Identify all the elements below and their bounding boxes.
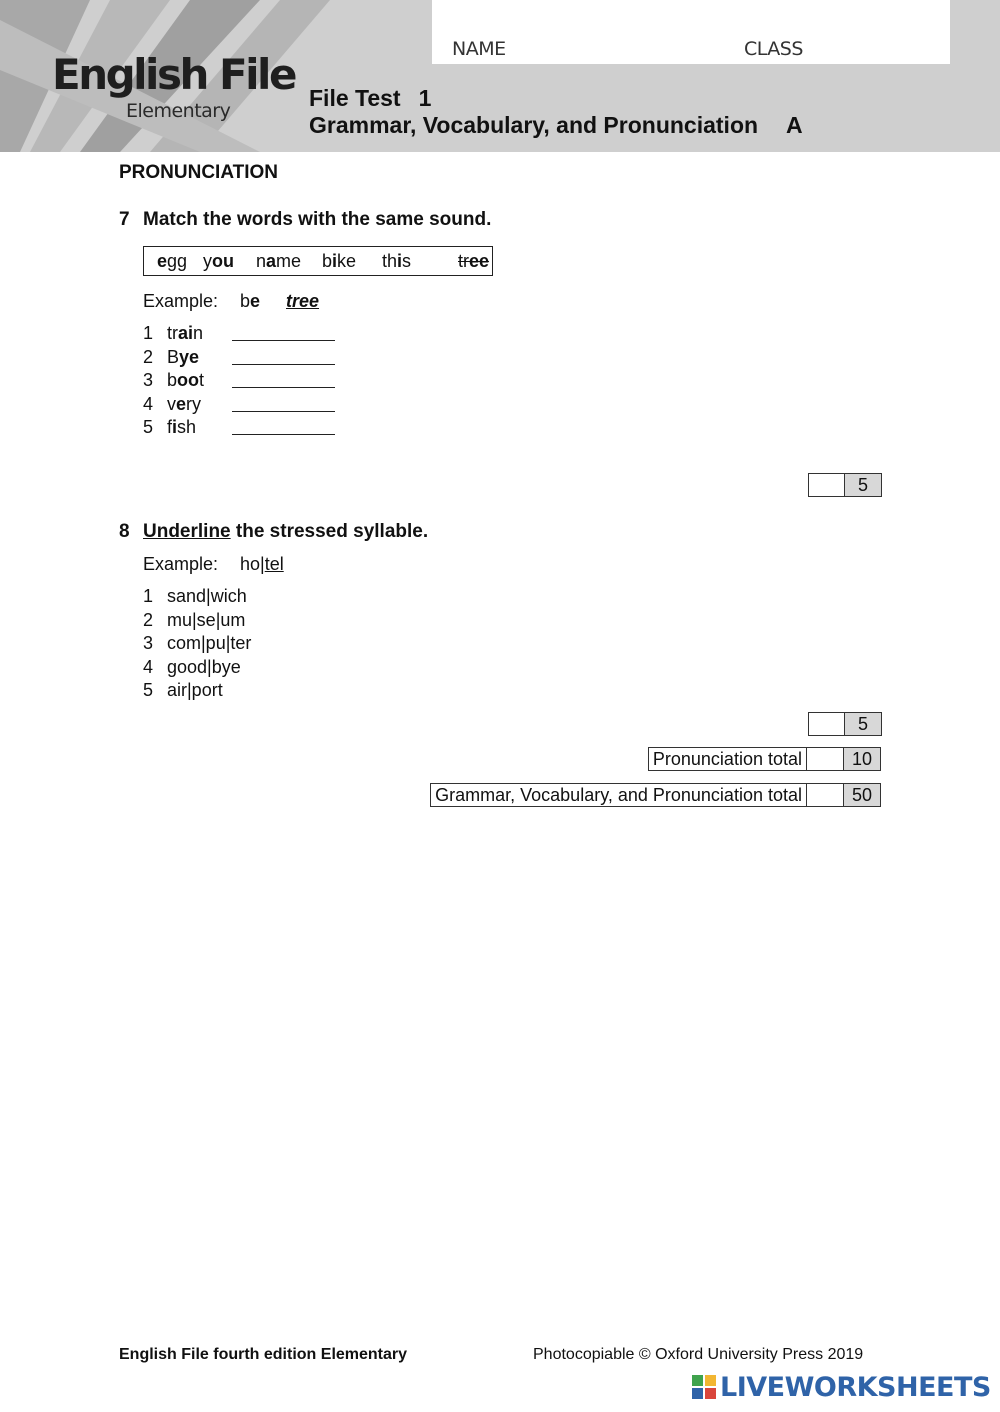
pronunciation-total-box bbox=[648, 747, 881, 771]
name-label: NAME bbox=[452, 38, 506, 60]
word-bank-bike: bike bbox=[322, 251, 357, 271]
q7-items bbox=[143, 322, 204, 440]
liveworksheets-icon bbox=[692, 1375, 716, 1399]
score-max: 50 bbox=[844, 783, 881, 807]
test-number: 1 bbox=[418, 85, 432, 111]
footer-copyright: Photocopiable © Oxford University Press 2019 bbox=[533, 1346, 864, 1363]
test-title: File Test 1 bbox=[309, 85, 432, 111]
word-bank-this: this bbox=[382, 251, 412, 271]
q8-items bbox=[143, 585, 251, 703]
brand-logo-title: English File bbox=[52, 50, 295, 99]
word-bank-you: you bbox=[203, 251, 234, 271]
liveworksheets-logo bbox=[692, 1372, 991, 1402]
list-item[interactable]: 2 mu|se|um bbox=[143, 609, 246, 630]
list-item[interactable]: 3 com|pu|ter bbox=[143, 633, 252, 653]
word-bank-egg: egg bbox=[157, 251, 188, 271]
score-input[interactable] bbox=[808, 712, 845, 736]
list-item: 4 very bbox=[143, 393, 204, 417]
brand-logo-subtitle: Elementary bbox=[126, 100, 231, 122]
question-8-title: 8 Underline the stressed syllable. bbox=[119, 521, 429, 542]
q8-example-stressed: tel bbox=[264, 554, 284, 574]
answer-blank[interactable] bbox=[232, 411, 335, 412]
liveworksheets-wordmark: LIVEWORKSHEETS bbox=[720, 1371, 991, 1403]
question-7-title: 7 Match the words with the same sound. bbox=[119, 209, 492, 230]
overall-total-box bbox=[430, 783, 881, 807]
word-bank bbox=[143, 246, 493, 276]
list-item: 1 train bbox=[143, 322, 204, 346]
list-item: 3 boot bbox=[143, 369, 204, 393]
score-max: 10 bbox=[844, 747, 881, 771]
answer-blank[interactable] bbox=[232, 364, 335, 365]
answer-blank[interactable] bbox=[232, 434, 335, 435]
section-heading: PRONUNCIATION bbox=[119, 162, 279, 183]
q7-example: Example: be tree bbox=[143, 291, 320, 311]
score-max: 5 bbox=[845, 473, 882, 497]
answer-blank[interactable] bbox=[232, 340, 335, 341]
name-class-box bbox=[432, 0, 950, 64]
list-item: 2 Bye bbox=[143, 346, 204, 370]
score-max: 5 bbox=[845, 712, 882, 736]
list-item: 5 fish bbox=[143, 416, 204, 440]
list-item[interactable]: 5 air|port bbox=[143, 680, 223, 700]
answer-blank[interactable] bbox=[232, 387, 335, 388]
list-item[interactable]: 1 sand|wich bbox=[143, 586, 247, 606]
header-band bbox=[0, 0, 1000, 152]
score-input[interactable] bbox=[807, 747, 844, 771]
overall-total-label: Grammar, Vocabulary, and Pronunciation total bbox=[430, 783, 807, 807]
word-bank-tree: tree bbox=[458, 251, 490, 271]
q7-score-box bbox=[808, 473, 882, 497]
q8-example: Example: ho|tel bbox=[143, 554, 284, 574]
test-subtitle: Grammar, Vocabulary, and Pronunciation A bbox=[309, 112, 803, 138]
q7-example-answer: tree bbox=[286, 291, 320, 311]
test-version: A bbox=[786, 112, 803, 138]
score-input[interactable] bbox=[807, 783, 844, 807]
list-item[interactable]: 4 good|bye bbox=[143, 656, 241, 677]
footer-edition: English File fourth edition Elementary bbox=[119, 1346, 408, 1363]
pronunciation-total-label: Pronunciation total bbox=[648, 747, 807, 771]
class-label: CLASS bbox=[744, 38, 803, 60]
score-input[interactable] bbox=[808, 473, 845, 497]
q8-score-box bbox=[808, 712, 882, 736]
word-bank-name: name bbox=[256, 251, 302, 271]
